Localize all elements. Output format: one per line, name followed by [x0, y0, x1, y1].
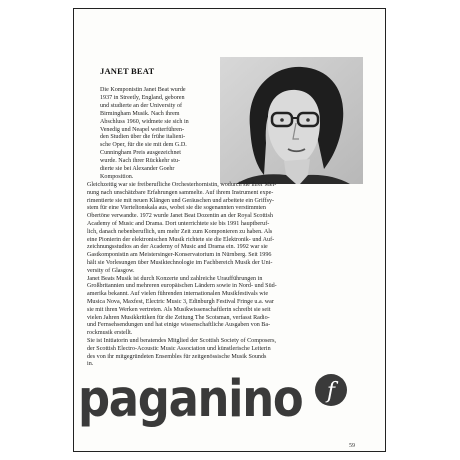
intro-paragraph: Die Komponistin Janet Beat wurde 1937 in Streetly, England, geboren und studierte an der University of Birmingham Musik. Nach ihrem Abschluss 1960, widmete sie sich in Venedig und Neapel weiterführen- den Studien über die frühe italieni- sche Oper, für die sie mit dem G.D. Cunningham Preis ausgezeichnet wurde. Nach ihrer Rückkehr stu- dierte sie bei Alexander Goehr Komposition.	[100, 87, 189, 180]
page-number: 59	[349, 443, 355, 449]
biography-text: Gleichzeitig war sie freiberufliche Orchesterhornistin, wodurch sie ihrer Mei- nung nach unschätzbare Erfahrungen sammelte. Auf ihrem Instrument expe- rimentierte sie mit neuen Klängen und Geräuschen und arbeitete ein Griffsy- stem für eine Vierteltonskala aus, wobei sie die sogenannten verstimmten Obertöne verwandte. 1972 wurde Janet Beat Dozentin an der Royal Scottish Academy of Music and Drama. Dort unterrichtete sie bis 1991 hauptberuf- lich, danach nebenberuflich, um mehr Zeit zum Komponieren zu haben. Als eine Pionierin der elektronischen Musik richtete sie die Elektronik- und Auf- zeichnungsstudios an der Academy of Music and Drama ein. 1992 war sie Gastkomponistin am Meistersinger-Konservatorium in Nürnberg. Seit 1996 hält sie Vorlesungen über Musiktechnologie im Fachbereich Musik der Uni- versity of Glasgow. Janet Beats Musik ist durch Konzerte und zahlreiche Uraufführungen in Großbritannien und mehreren europäischen Ländern sowie in Nord- und Süd- amerika bekannt. Auf vielen führenden internationalen Musikfestivals wie Musica Nova, Maxfest, Electric Music 3, Edinburgh Festival Fringe u.a. war sie mit ihren Werken vertreten. Als Musikwissenschaftlerin schreibt sie seit vielen Jahren Musikkritiken für die Zeitung The Scotsman, verfasst Radio- und Fernsehsendungen und hat einige wissenschaftliche Ausgaben von Ba- rockmusik erstellt. Sie ist Initiatorin und beratendes Mitglied der Scottish Society of Composers, der Scottish Electro-Acoustic Music Association und künstlerische Leiterin des von ihr mitgegründeten Ensembles für zeitgenössische Musik Sounds in.	[87, 182, 277, 368]
paganino-logo-icon	[314, 373, 348, 407]
portrait-image	[220, 57, 363, 184]
author-heading: JANET BEAT	[100, 66, 155, 76]
logo-letter: f	[326, 379, 336, 404]
paganino-watermark: paganino	[78, 370, 303, 429]
author-portrait-photo	[220, 57, 363, 184]
